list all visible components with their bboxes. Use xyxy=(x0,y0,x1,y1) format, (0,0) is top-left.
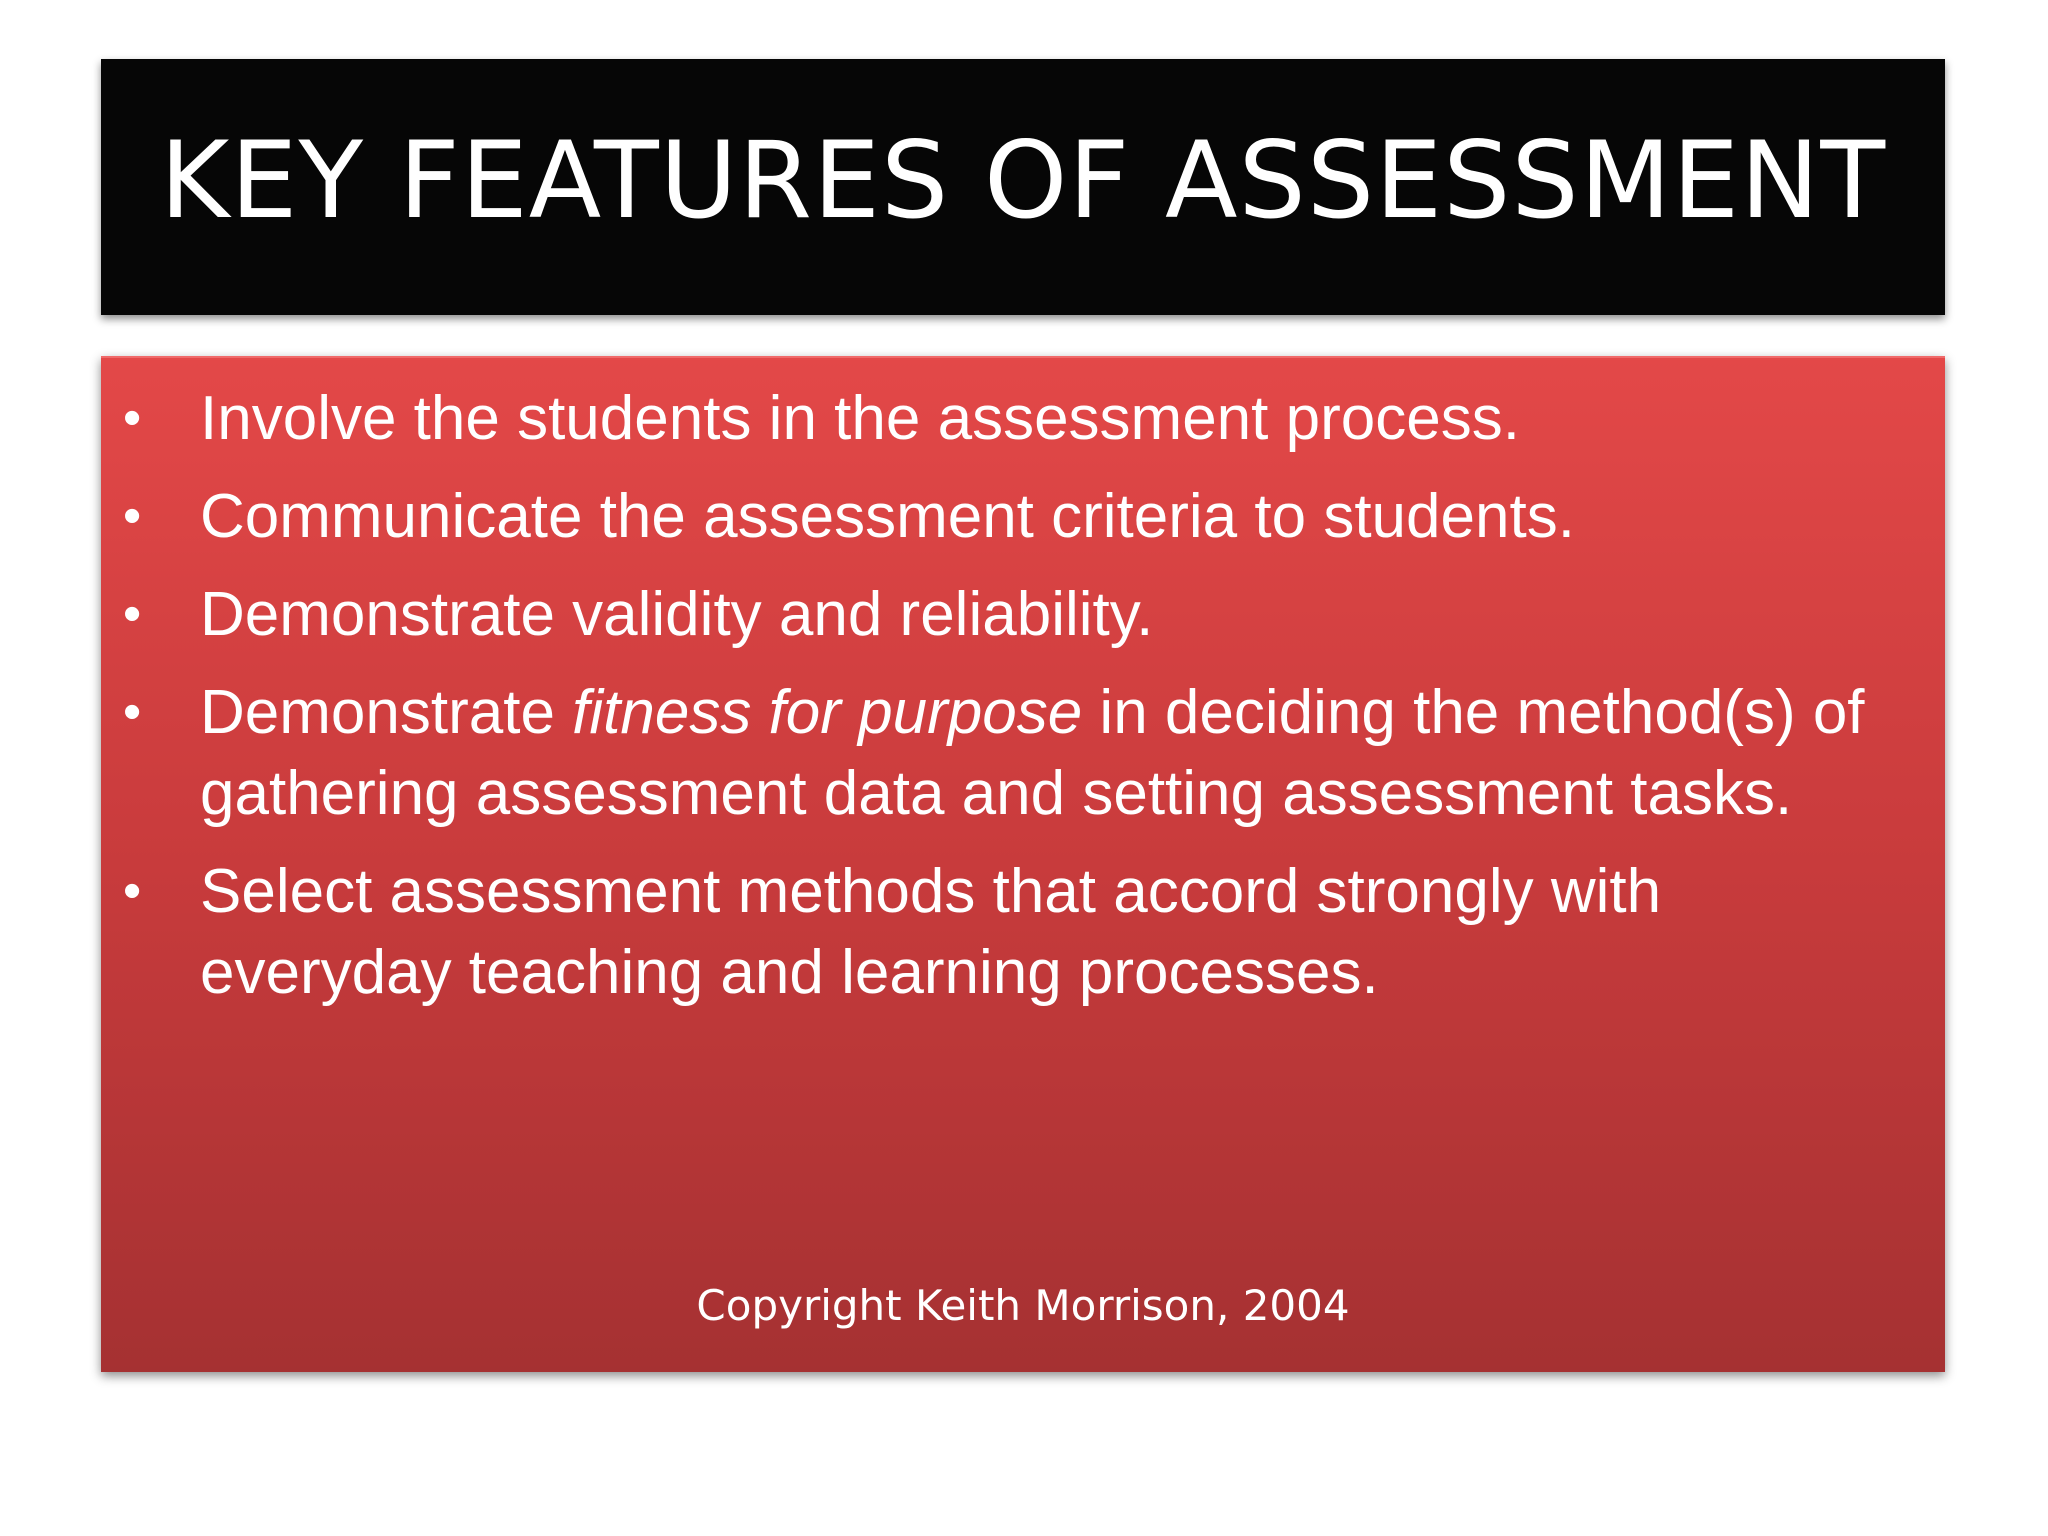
slide-title: KEY FEATURES OF ASSESSMENT xyxy=(159,119,1887,242)
bullet-dot-icon: • xyxy=(123,683,142,741)
bullet-text: Involve the students in the assessment process. xyxy=(200,384,1520,453)
bullet-text-end: in deciding the method(s) of gathering assessment data and setting assessment tasks. xyxy=(200,678,1865,828)
bullet-item-validity-reliability xyxy=(101,574,1945,655)
bullet-item-select-methods xyxy=(101,851,1945,1013)
title-bar xyxy=(101,59,1945,315)
bullet-text: Demonstrate validity and reliability. xyxy=(200,580,1154,649)
bullet-item-involve-students xyxy=(101,378,1945,459)
bullet-text-start: Demonstrate xyxy=(200,678,573,747)
bullet-dot-icon: • xyxy=(123,487,142,545)
bullet-item-communicate-criteria xyxy=(101,476,1945,557)
bullet-text: Communicate the assessment criteria to students. xyxy=(200,482,1575,551)
bullet-item-fitness-for-purpose xyxy=(101,672,1945,834)
content-box xyxy=(101,356,1945,1372)
bullet-dot-icon: • xyxy=(123,862,142,920)
copyright-footer: Copyright Keith Morrison, 2004 xyxy=(696,1281,1350,1330)
bullet-emphasis: fitness for purpose xyxy=(572,678,1083,747)
bullet-dot-icon: • xyxy=(123,389,142,447)
bullet-text: Select assessment methods that accord strongly with everyday teaching and learning processes. xyxy=(200,857,1662,1007)
bullet-dot-icon: • xyxy=(123,585,142,643)
bullet-list xyxy=(101,378,1945,1030)
